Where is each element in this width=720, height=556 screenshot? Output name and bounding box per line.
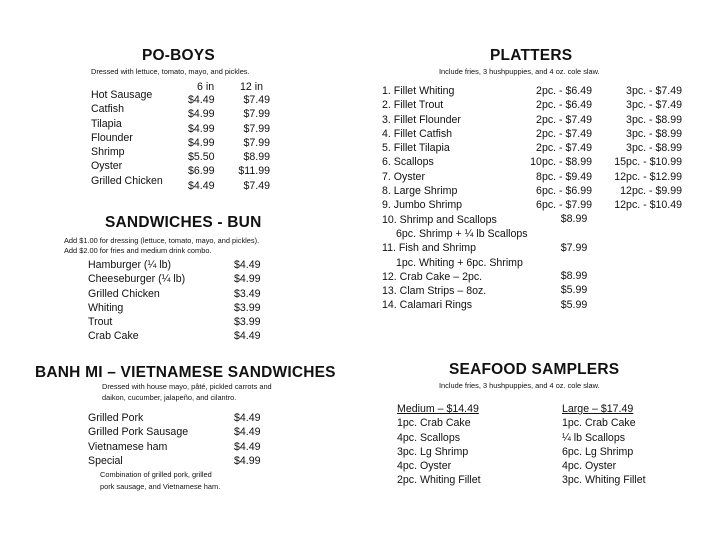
poboy-price-12in: $7.99 [243,136,270,149]
sandwiches-note-combo: Add $2.00 for fries and medium drink combo. [64,246,212,255]
platters-title: PLATTERS [490,47,573,64]
sampler-medium-item: 4pc. Scallops [397,431,461,444]
poboys-subtitle: Dressed with lettuce, tomato, mayo, and pickles. [91,67,250,76]
sandwich-item-price: $4.49 [234,259,261,271]
platter-item-name: 3. Fillet Flounder [382,113,461,126]
platter-price-large: 12pc. - $10.49 [614,199,682,212]
sandwich-item-name: Trout [88,316,113,329]
platter-price-large: 15pc. - $10.99 [614,156,682,169]
platter-price-large: 3pc. - $8.99 [626,113,682,126]
poboy-price-6in: $4.49 [188,94,215,106]
sandwich-item-name: Hamburger (¼ lb) [88,259,172,271]
platter-price-small: 2pc. - $6.49 [536,99,592,112]
sampler-medium-item: 4pc. Oyster [397,460,452,473]
sampler-large-item: 6pc. Lg Shrimp [562,445,634,458]
platter-item-detail: 1pc. Whiting + 6pc. Shrimp [396,256,523,269]
platter-price-small: 2pc. - $7.49 [536,127,592,140]
poboy-item-name: Oyster [91,160,123,173]
poboy-price-6in: $6.99 [188,165,215,178]
platters-price-single [554,212,594,312]
platter-price-large: 3pc. - $7.49 [626,85,682,97]
platter-item-name: 14. Calamari Rings [382,299,473,312]
banhmi-item-price: $4.49 [234,426,261,439]
banhmi-item-name: Grilled Pork [88,412,144,424]
platter-item-name: 7. Oyster [382,170,425,183]
banhmi-item-name: Special [88,454,123,467]
sandwich-item-name: Whiting [88,301,124,314]
poboy-item-name: Catfish [91,103,124,116]
sandwich-item-price: $4.99 [234,273,261,286]
banhmi-subtitle-line2: daikon, cucumber, jalapeño, and cilantro. [102,393,237,402]
platter-price-small: 8pc. - $9.49 [536,170,592,183]
platter-item-name: 5. Fillet Tilapia [382,142,450,155]
platter-price-large: 12pc. - $12.99 [614,170,682,183]
platter-item-name: 13. Clam Strips – 8oz. [382,285,487,298]
platter-price-large: 3pc. - $8.99 [626,127,682,140]
platter-item-name: 1. Fillet Whiting [382,85,455,97]
poboys-prices-12in [236,93,270,193]
sandwiches-prices [234,258,261,344]
samplers-title: SEAFOOD SAMPLERS [449,361,620,378]
poboy-price-6in: $4.49 [188,179,215,192]
banhmi-item-price: $4.49 [234,440,261,453]
platter-price: $8.99 [560,270,588,283]
platter-price-small: 10pc. - $8.99 [530,156,592,169]
platter-item-name: 11. Fish and Shrimp [382,242,477,255]
poboy-price-6in: $4.99 [188,136,215,149]
platter-item-name: 12. Crab Cake – 2pc. [382,270,483,283]
banhmi-special-note-line2: pork sausage, and Vietnamese ham. [100,482,221,491]
platter-item-name: 8. Large Shrimp [382,185,458,198]
platter-item-name: 10. Shrimp and Scallops [382,213,497,226]
sandwiches-names [88,258,185,344]
banhmi-item-price: $4.49 [234,412,261,424]
sandwich-item-price: $4.49 [234,330,261,343]
poboy-item-name: Tilapia [91,117,122,130]
platters-subtitle: Include fries, 3 hushpuppies, and 4 oz. cole slaw. [439,67,600,76]
poboy-price-12in: $8.99 [243,151,270,164]
platters-price-small [520,84,592,213]
sandwiches-title: SANDWICHES - BUN [105,214,262,231]
platter-price-large: 3pc. - $7.49 [626,99,682,112]
sampler-large-item: 3pc. Whiting Fillet [562,474,646,487]
banhmi-subtitle-line1: Dressed with house mayo, pâté, pickled carrots and [102,382,272,391]
platter-price-small: 6pc. - $7.99 [536,199,592,212]
platter-item-name: 6. Scallops [382,156,434,169]
platter-item-name: 2. Fillet Trout [382,99,444,112]
banhmi-special-note-line1: Combination of grilled pork, grilled [100,470,212,479]
poboys-title: PO-BOYS [142,47,215,64]
poboy-price-6in: $4.99 [188,108,215,121]
platter-price-small: 2pc. - $7.49 [536,113,592,126]
sampler-medium-item: 1pc. Crab Cake [397,417,471,430]
sampler-large [562,402,646,488]
poboy-item-name: Flounder [91,131,133,144]
poboys-col-6in: 6 in [197,81,215,93]
sandwich-item-price: $3.49 [234,287,261,300]
poboy-price-6in: $5.50 [188,151,215,164]
sampler-medium [397,402,481,488]
sampler-large-item: 1pc. Crab Cake [562,417,636,430]
platter-price-large: 12pc. - $9.99 [620,185,682,198]
banhmi-item-name: Vietnamese ham [88,440,168,453]
platter-price: $8.99 [560,213,588,225]
banhmi-item-price: $4.99 [234,454,261,467]
sandwich-item-name: Cheeseburger (¼ lb) [88,273,186,286]
poboy-item-name: Hot Sausage [91,89,153,101]
poboys-names [91,88,163,188]
platter-item-name: 4. Fillet Catfish [382,127,453,140]
sandwich-item-name: Crab Cake [88,330,139,343]
banhmi-prices [234,411,261,468]
banhmi-names [88,411,188,468]
banhmi-title: BANH MI – VIETNAMESE SANDWICHES [35,364,336,381]
poboy-item-name: Shrimp [91,146,125,159]
platters-names [382,84,528,313]
platter-price: $5.99 [560,284,588,297]
sampler-large-item: 4pc. Oyster [562,460,617,473]
sampler-large-item: ¼ lb Scallops [562,431,626,444]
sampler-medium-item: 3pc. Lg Shrimp [397,445,469,458]
banhmi-item-name: Grilled Pork Sausage [88,426,189,439]
platters-price-large [600,84,682,213]
poboy-price-12in: $11.99 [238,165,270,178]
platter-price: $7.99 [560,241,588,254]
poboys-col-12in: 12 in [240,81,263,93]
sampler-medium-heading: Medium – $14.49 [397,403,479,415]
platter-price: $5.99 [560,298,588,311]
platter-price-small: 2pc. - $7.49 [536,142,592,155]
sandwiches-note-dressing: Add $1.00 for dressing (lettuce, tomato, mayo, and pickles). [64,236,260,245]
platter-item-detail: 6pc. Shrimp + ¼ lb Scallops [396,227,528,240]
poboy-price-12in: $7.49 [243,94,270,106]
platter-price-small: 2pc. - $6.49 [536,85,592,97]
sandwich-item-price: $3.99 [234,301,261,314]
poboys-prices-6in [188,93,215,193]
samplers-subtitle: Include fries, 3 hushpuppies, and 4 oz. cole slaw. [439,381,600,390]
poboy-item-name: Grilled Chicken [91,174,163,187]
poboy-price-6in: $4.99 [188,122,215,135]
poboy-price-12in: $7.99 [243,122,270,135]
platter-item-name: 9. Jumbo Shrimp [382,199,463,212]
poboy-price-12in: $7.49 [243,179,270,192]
poboy-price-12in: $7.99 [243,108,270,121]
sampler-large-heading: Large – $17.49 [562,403,634,415]
platter-price-small: 6pc. - $6.99 [536,185,592,198]
sampler-medium-item: 2pc. Whiting Fillet [397,474,481,487]
sandwich-item-name: Grilled Chicken [88,287,160,300]
platter-price-large: 3pc. - $8.99 [626,142,682,155]
sandwich-item-price: $3.99 [234,316,261,329]
